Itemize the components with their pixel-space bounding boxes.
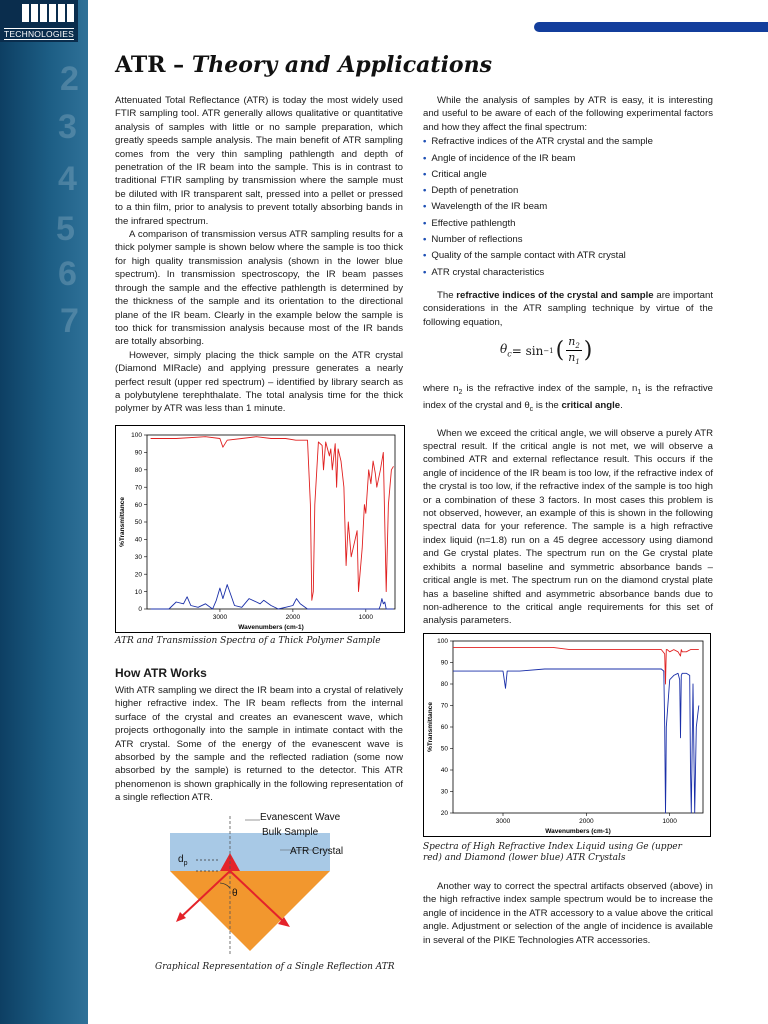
label-atr-crystal: ATR Crystal: [290, 846, 344, 857]
x-tick-label: 2000: [579, 818, 594, 825]
x-tick-label: 1000: [662, 818, 677, 825]
y-tick-label: 0: [138, 606, 142, 614]
x-axis-label: Wavenumbers (cm-1): [238, 624, 304, 631]
x-tick-label: 1000: [358, 614, 374, 621]
y-tick-label: 30: [134, 554, 142, 561]
paragraph: where $n_2$ is the refractive index of the sample, $n_1$ is the refractive index of the crystal and $\theta_c$ is the critical angle.: [423, 383, 713, 414]
label-dp: $d_p$: [178, 854, 188, 867]
left-column-how-atr: [115, 684, 403, 805]
paragraph: With ATR sampling we direct the IR beam into a crystal of relatively higher refractive index. The IR beam reflects from the internal surface of the crystal and creates an evanescent wave, which projects orthogonally into the sample in intimate contact with the ATR crystal. Some of the energy of the evanescent wave is absorbed by the sample and the reflected radiation (some now absorbed by the sample) is returned to the detector. This ATR phenomenon is shown graphically in the following representation of a single reflection ATR.: [115, 685, 403, 804]
y-tick-label: 90: [440, 659, 448, 667]
atr-crystal-prism: [170, 871, 330, 951]
y-axis-label: %Transmittance: [119, 497, 126, 547]
dial-graphic: 2 3 4 5 6 7: [56, 60, 79, 340]
page-title: ATR – Theory and Applications: [115, 52, 492, 78]
factor-item: • Effective pathlength: [423, 216, 713, 232]
right-column-factors: [423, 94, 713, 329]
y-tick-label: 40: [134, 536, 142, 544]
paragraph: When we exceed the critical angle, we will observe a purely ATR spectral result. If the critical angle is not met, we will observe a combined ATR and external reflectance result. This occurs if the angle of incidence of the IR beam is too low, if the refractive index of the crystal is too low, if the refractive index of the sample is too high or a combination of these 3 factors. In most cases this problem is not observed, however, an example of this is shown in the following spectral data for your reference. The sample is a high refractive index liquid (n=1.8) run on a 45 degree accessory using diamond and Ge crystal plates. The spectrum run on the Ge crystal plate exhibits a normal baseline and symmetric absorbance bands – critical angle is met. The spectrum run on the diamond crystal plate has a baseline shifted and asymmetric absorbance bands due to non-adherence to the critical angle requirements for this set of analysis parameters.: [423, 427, 713, 627]
factor-item: • Critical angle: [423, 167, 713, 183]
label-bulk-sample: Bulk Sample: [262, 827, 319, 838]
right-column-critical-angle: [423, 382, 713, 628]
paragraph: However, simply placing the thick sample on the ATR crystal (Diamond MIRacle) and applying pressure generates a nearly perfect result (upper red spectrum) – identified by library search as a polybutylene terephthalate. The total analysis time for the thick polymer by ATR was less than 1 minute.: [115, 349, 403, 415]
logo-text: TECHNOLOGIES: [4, 29, 74, 39]
y-tick-label: 70: [440, 702, 448, 710]
factor-item: • Wavelength of the IR beam: [423, 199, 713, 215]
y-tick-label: 90: [134, 449, 142, 457]
critical-angle-equation: $\theta_c$ = sin −1 ( $n_2$ $n_1$ ): [500, 335, 593, 367]
figure-caption: Graphical Representation of a Single Reflection ATR: [155, 962, 395, 972]
section-heading: How ATR Works: [115, 666, 207, 680]
label-evanescent-wave: Evanescent Wave: [260, 812, 341, 823]
paragraph: A comparison of transmission versus ATR sampling results for a thick polymer sample is shown below where the sample is too thick for high quality transmission analysis (shown in the lower blue spectrum). In transmission spectroscopy, the IR beam passes through the sample and the effective pathlength is determined by the thickness of the sample and its orientation to the directional plane of the IR beam. Clearly in the example below the sample is too thick for transmission analysis because most of the IR bands are totally absorbing.: [115, 229, 403, 348]
y-tick-label: 30: [440, 788, 448, 796]
x-tick-label: 3000: [495, 818, 511, 825]
sidebar-decoration: [0, 0, 88, 1024]
x-axis-label: Wavenumbers (cm-1): [545, 828, 611, 835]
chart-frame: [116, 426, 405, 633]
y-tick-label: 50: [440, 745, 448, 753]
right-column-closing: [423, 880, 713, 947]
factor-item: • Angle of incidence of the IR beam: [423, 151, 713, 167]
figure-caption: ATR and Transmission Spectra of a Thick Polymer Sample: [115, 636, 381, 646]
paragraph: Attenuated Total Reflectance (ATR) is today the most widely used FTIR sampling tool. ATR generally allows qualitative or quantitative analysis of samples with little or no sample preparation, which greatly speeds sample analysis. The main benefit of ATR sampling comes from the very thin sampling pathlength and depth of penetration of the IR beam into the sample. This is in contrast to traditional FTIR sampling by transmission where the sample must be diluted with IR transparent salt, pressed into a pellet or pressed to a thin film, prior to analysis to prevent totally absorbing bands in the infrared spectrum.: [115, 95, 403, 227]
y-tick-label: 20: [440, 810, 448, 818]
company-logo: [0, 0, 78, 42]
chart-thick-polymer-spectra: [115, 425, 405, 633]
y-tick-label: 70: [134, 484, 142, 492]
y-axis-label: %Transmittance: [427, 702, 434, 752]
y-tick-label: 100: [437, 638, 448, 646]
paragraph: The refractive indices of the crystal and sample are important considerations in the ATR sampling technique by virtue of the following equation,: [423, 289, 713, 328]
chart-frame: [424, 634, 711, 837]
chart-high-ri-liquid-spectra: [423, 633, 711, 837]
factor-list: [423, 134, 713, 281]
figure-caption: Spectra of High Refractive Index Liquid using Ge (upper red) and Diamond (lower blue) ATR Crystals: [423, 842, 682, 863]
y-tick-label: 60: [134, 501, 142, 509]
y-tick-label: 40: [440, 767, 448, 775]
factor-item: • Number of reflections: [423, 232, 713, 248]
paragraph: Another way to correct the spectral artifacts observed (above) in the high refractive index sample spectrum would be to increase the angle of incidence in the ATR accessory to a value above the critical angle. Adjustment or selection of the angle of incidence is available in several of the PIKE Technologies ATR accessories.: [423, 881, 713, 946]
y-tick-label: 100: [131, 432, 142, 440]
label-theta: θ: [232, 888, 238, 899]
x-tick-label: 3000: [212, 614, 228, 621]
atr-diagram: [150, 808, 360, 958]
y-tick-label: 20: [134, 571, 142, 579]
factor-item: • Depth of penetration: [423, 183, 713, 199]
factor-item: • Refractive indices of the ATR crystal and the sample: [423, 134, 713, 150]
y-tick-label: 80: [440, 681, 448, 689]
y-tick-label: 10: [134, 588, 142, 596]
paragraph: While the analysis of samples by ATR is easy, it is interesting and useful to be aware of each of the following experimental factors and how they affect the final spectrum:: [423, 95, 713, 133]
factor-item: • ATR crystal characteristics: [423, 265, 713, 281]
factor-item: • Quality of the sample contact with ATR crystal: [423, 248, 713, 264]
header-accent-bar: [534, 22, 768, 32]
y-tick-label: 50: [134, 519, 142, 527]
y-tick-label: 60: [440, 724, 448, 732]
left-column-intro: [115, 94, 403, 416]
x-tick-label: 2000: [285, 614, 301, 621]
y-tick-label: 80: [134, 467, 142, 474]
